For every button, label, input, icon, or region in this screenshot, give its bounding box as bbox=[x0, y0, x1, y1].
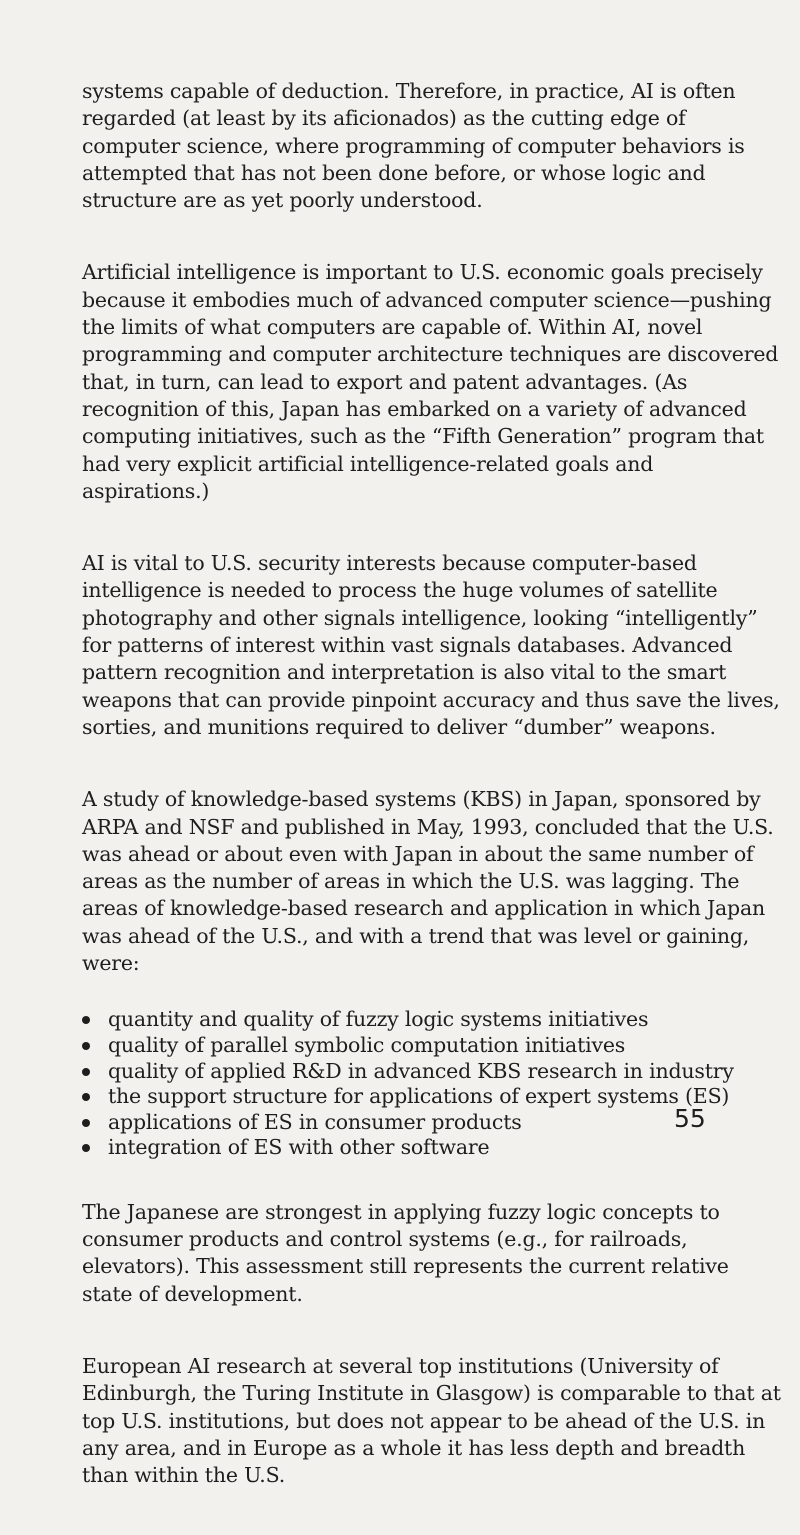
bullet-icon bbox=[82, 1016, 90, 1024]
list-item-text: quantity and quality of fuzzy logic systems initiatives bbox=[108, 1007, 649, 1032]
bullet-icon bbox=[82, 1144, 90, 1152]
japan-lead-areas-list bbox=[82, 1007, 782, 1161]
list-item-text: applications of ES in consumer products bbox=[108, 1109, 522, 1134]
paragraph-security-interests: AI is vital to U.S. security interests because computer-based intelligence is needed to process the huge volumes of satellite photography and other signals intelligence, looking “intelligently” for patterns of interest within vast signals databases. Advanced pattern recognition and interpretation is also vital to the smart weapons that can provide pinpoint accuracy and thus save the lives, sorties, and munitions required to deliver “dumber” weapons. bbox=[82, 551, 780, 739]
list-item-text: quality of parallel symbolic computation initiatives bbox=[108, 1032, 626, 1057]
paragraph-japanese-fuzzy-logic: The Japanese are strongest in applying fuzzy logic concepts to consumer products and control systems (e.g., for railroads, elevators). This assessment still represents the current relative state of development. bbox=[82, 1199, 729, 1306]
list-item bbox=[82, 1007, 782, 1033]
paragraph-ai-cutting-edge: systems capable of deduction. Therefore, in practice, AI is often regarded (at least by its aficionados) as the cutting edge of computer science, where programming of computer behaviors is attempted that has not been done before, or whose logic and structure are as yet poorly understood. bbox=[82, 79, 745, 213]
list-item bbox=[82, 1135, 782, 1161]
bullet-icon bbox=[82, 1042, 90, 1050]
bullet-icon bbox=[82, 1119, 90, 1127]
bullet-icon bbox=[82, 1068, 90, 1076]
paragraph-economic-goals: Artificial intelligence is important to U.S. economic goals precisely because it embodies much of advanced computer science—pushing the limits of what computers are capable of. Within AI, novel programming and computer architecture techniques are discovered that, in turn, can lead to export and patent advantages. (As recognition of this, Japan has embarked on a variety of advanced computing initiatives, such as the “Fifth Generation” program that had very explicit artificial intelligence-related goals and aspirations.) bbox=[82, 260, 779, 503]
document-page bbox=[82, 78, 782, 1535]
paragraph-kbs-study: A study of knowledge-based systems (KBS) in Japan, sponsored by ARPA and NSF and published in May, 1993, concluded that the U.S. was ahead or about even with Japan in about the same number of areas as the number of areas in which the U.S. was lagging. The areas of knowledge-based research and application in which Japan was ahead of the U.S., and with a trend that was level or gaining, were: bbox=[82, 787, 774, 976]
list-item bbox=[82, 1033, 782, 1059]
list-item-text: the support structure for applications of expert systems (ES) bbox=[108, 1084, 730, 1109]
list-item-text: quality of applied R&D in advanced KBS research in industry bbox=[108, 1058, 734, 1083]
bullet-icon bbox=[82, 1093, 90, 1101]
list-item bbox=[82, 1059, 782, 1085]
list-item-text: integration of ES with other software bbox=[108, 1135, 490, 1160]
page-number: 55 bbox=[674, 1104, 706, 1133]
paragraph-european-ai-research: European AI research at several top institutions (University of Edinburgh, the Turing Institute in Glasgow) is comparable to that at top U.S. institutions, but does not appear to be ahead of the U.S. in any area, and in Europe as a whole it has less depth and breadth than within the U.S. bbox=[82, 1354, 781, 1488]
